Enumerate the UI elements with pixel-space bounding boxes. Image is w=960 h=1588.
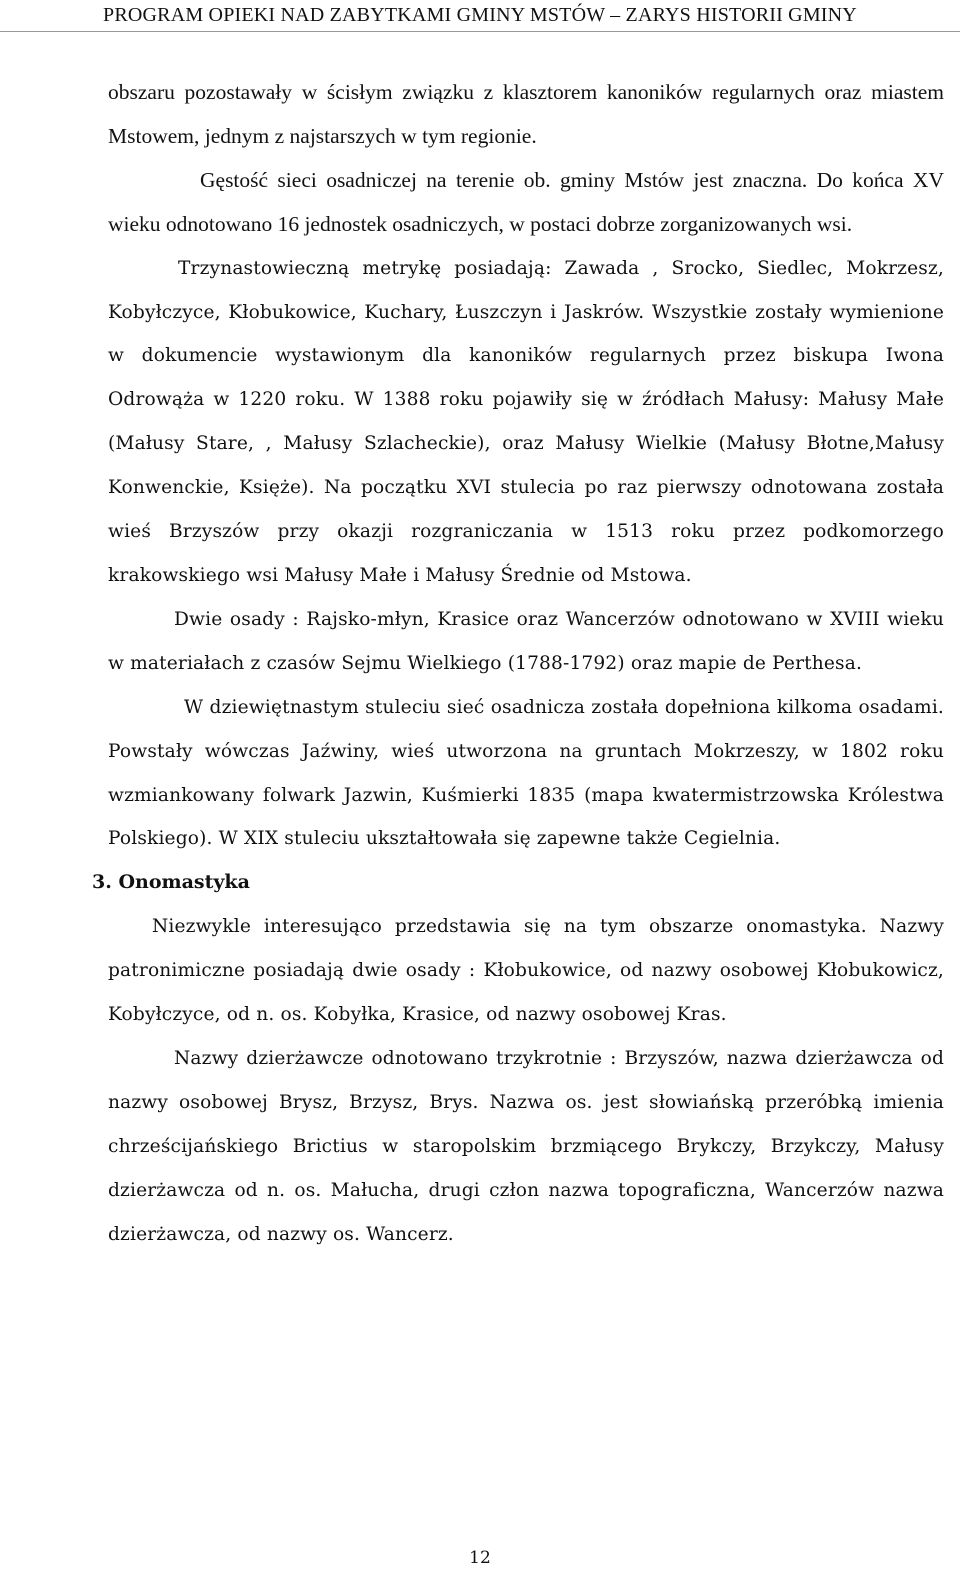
paragraph-1: obszaru pozostawały w ścisłym związku z klasztorem kanoników regularnych oraz miastem Mstowem, jednym z najstarszych w tym regionie.: [108, 80, 944, 148]
document-body: [92, 71, 944, 1256]
paragraph-6: Niezwykle interesująco przedstawia się na tym obszarze onomastyka. Nazwy patronimiczne posiadają dwie osady : Kłobukowice, od nazwy osobowej Kłobukowicz, Kobyłczyce, od n. os. Kobyłka, Krasice, od nazwy osobowej Kras.: [108, 916, 944, 1026]
running-header: PROGRAM OPIEKI NAD ZABYTKAMI GMINY MSTÓW – ZARYS HISTORII GMINY: [103, 4, 857, 26]
paragraph-4: Dwie osady : Rajsko-młyn, Krasice oraz Wancerzów odnotowano w XVIII wieku w materiałach z czasów Sejmu Wielkiego (1788-1792) oraz mapie de Perthesa.: [108, 608, 944, 674]
header-rule: [0, 31, 960, 32]
section-heading-onomastyka: 3. Onomastyka: [92, 871, 250, 894]
paragraph-2: Gęstość sieci osadniczej na terenie ob. gminy Mstów jest znaczna. Do końca XV wieku odnotowano 16 jednostek osadniczych, w postaci dobrze zorganizowanych wsi.: [108, 167, 944, 236]
paragraph-5: W dziewiętnastym stuleciu sieć osadnicza została dopełniona kilkoma osadami. Powstały wówczas Jaźwiny, wieś utworzona na gruntach Mokrzeszy, w 1802 roku wzmiankowany folwark Jazwin, Kuśmierki 1835 (mapa kwatermistrzowska Królestwa Polskiego). W XIX stuleciu ukształtowała się zapewne także Cegielnia.: [108, 696, 944, 850]
page-number: 12: [469, 1548, 491, 1568]
paragraph-7: Nazwy dzierżawcze odnotowano trzykrotnie : Brzyszów, nazwa dzierżawcza od nazwy osobowej Brysz, Brzysz, Brys. Nazwa os. jest słowiańską przeróbką imienia chrześcijańskiego Brictius w staropolskim brzmiącego Brykczy, Brzykczy, Małusy dzierżawcza od n. os. Małucha, drugi człon nazwa topograficzna, Wancerzów nazwa dzierżawcza, od nazwy os. Wancerz.: [108, 1047, 944, 1245]
paragraph-3: Trzynastowieczną metrykę posiadają: Zawada , Srocko, Siedlec, Mokrzesz, Kobyłczyce, Kłobukowice, Kuchary, Łuszczyn i Jaskrów. Wszystkie zostały wymienione w dokumencie wystawionym dla kanoników regularnych przez biskupa Iwona Odrowąża w 1220 roku. W 1388 roku pojawiły się w źródłach Małusy: Małusy Małe (Małusy Stare, , Małusy Szlacheckie), oraz Małusy Wielkie (Małusy Błotne,Małusy Konwenckie, Księże). Na początku XVI stulecia po raz pierwszy odnotowana została wieś Brzyszów przy okazji rozgraniczania w 1513 roku przez podkomorzego krakowskiego wsi Małusy Małe i Małusy Średnie od Mstowa.: [108, 257, 944, 586]
